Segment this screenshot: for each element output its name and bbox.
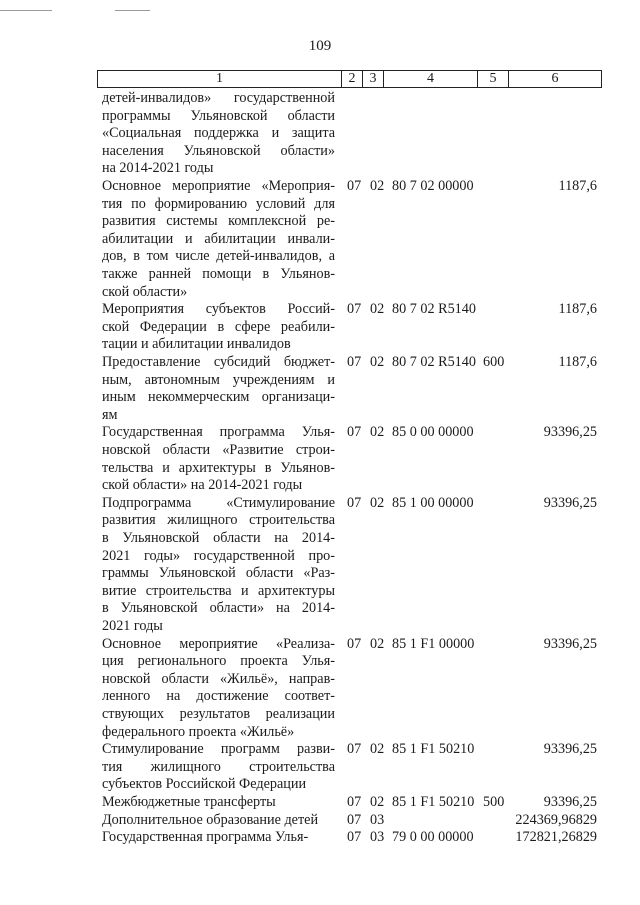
description-line: 2021 годы» государственной про- — [102, 547, 335, 564]
header-col-3: 3 — [369, 71, 377, 86]
table-row — [0, 741, 640, 794]
cell-col-6: 1187,6 — [558, 178, 597, 194]
description-line: витие строительства и архитектуры — [102, 582, 335, 599]
description-line: ствующих результатов реализации — [102, 705, 335, 722]
cell-col-3: 02 — [370, 635, 385, 652]
cell-col-2: 07 — [347, 354, 362, 370]
cell-col-4: 80 7 02 R5140 — [392, 354, 476, 370]
cell-col-3: 02 — [370, 178, 385, 194]
scan-mark-right — [115, 10, 150, 11]
cell-col-2: 07 — [347, 635, 362, 652]
description-line: 2021 годы — [102, 617, 163, 634]
description-line: населения Ульяновской области» — [102, 142, 335, 159]
cell-col-4: 80 7 02 R5140 — [392, 301, 476, 318]
cell-col-6: 93396,25 — [543, 741, 597, 758]
row-description — [102, 636, 335, 742]
row-description — [102, 354, 335, 424]
cell-col-4: 85 1 00 00000 — [392, 494, 474, 511]
table-row — [0, 812, 640, 830]
description-line: Дополнительное образование детей — [102, 811, 319, 828]
description-line: новской области «Развитие строи- — [102, 441, 335, 458]
cell-col-6: 93396,25 — [543, 635, 597, 652]
table-row — [0, 495, 640, 636]
description-line: субъектов Российской Федерации — [102, 776, 307, 793]
description-line: ным, автономным учреждениям и — [102, 371, 335, 388]
row-description — [102, 90, 335, 178]
page-number: 109 — [308, 38, 332, 54]
row-description — [102, 741, 335, 794]
row-description — [102, 178, 335, 301]
description-line: также ранней помощи в Ульянов- — [102, 265, 335, 282]
table-row — [0, 794, 640, 812]
header-col-4: 4 — [427, 71, 434, 86]
row-description — [102, 424, 335, 494]
description-line: в Ульяновской области на 2014- — [102, 529, 335, 546]
description-line: ской Федерации в сфере реабили- — [102, 318, 335, 335]
description-line: Стимулирование программ разви- — [102, 741, 335, 758]
cell-col-6: 172821,26829 — [515, 829, 597, 846]
description-line: программы Ульяновской области — [102, 107, 335, 124]
cell-col-4: 80 7 02 00000 — [392, 178, 474, 194]
cell-col-3: 02 — [370, 741, 385, 758]
cell-col-2: 07 — [347, 494, 362, 511]
description-line: новской области «Жильё», направ- — [102, 670, 335, 687]
row-description — [102, 812, 335, 830]
header-col-6: 6 — [551, 71, 559, 86]
cell-col-6: 1187,6 — [558, 354, 597, 370]
description-line: ям — [102, 406, 118, 423]
cell-col-2: 07 — [347, 741, 362, 758]
cell-col-2: 07 — [347, 301, 362, 318]
description-line: тия жилищного строительства — [102, 758, 335, 775]
table-row — [0, 178, 640, 301]
description-line: ской области» — [102, 283, 188, 300]
description-line: абилитации и абилитации инвали- — [102, 230, 335, 247]
row-description — [102, 794, 335, 812]
table-row — [0, 301, 640, 354]
cell-col-6: 93396,25 — [543, 794, 597, 810]
cell-col-3: 03 — [370, 811, 385, 828]
description-line: Основное мероприятие «Мероприя- — [102, 178, 335, 194]
row-description — [102, 495, 335, 636]
cell-col-4: 85 1 F1 50210 — [392, 741, 475, 758]
cell-col-2: 07 — [347, 811, 362, 828]
cell-col-4: 85 1 F1 00000 — [392, 635, 475, 652]
description-line: Государственная программа Улья- — [102, 424, 335, 441]
description-line: на 2014-2021 годы — [102, 160, 214, 177]
cell-col-4: 85 0 00 00000 — [392, 424, 474, 441]
cell-col-3: 02 — [370, 794, 385, 810]
cell-col-3: 02 — [370, 354, 385, 370]
description-line: тия по формированию условий для — [102, 195, 335, 212]
description-line: в Ульяновской области» на 2014- — [102, 600, 335, 617]
header-col-5: 5 — [489, 71, 497, 86]
cell-col-2: 07 — [347, 829, 362, 846]
cell-col-3: 02 — [370, 424, 385, 441]
cell-col-3: 02 — [370, 301, 385, 318]
description-line: Подпрограмма «Стимулирование — [102, 494, 335, 511]
table-row — [0, 636, 640, 742]
cell-col-4: 85 1 F1 50210 — [392, 794, 475, 810]
cell-col-5: 500 — [483, 794, 505, 810]
table-row — [0, 90, 640, 178]
table-row — [0, 354, 640, 424]
table-row — [0, 829, 640, 847]
cell-col-2: 07 — [347, 424, 362, 441]
description-line: детей-инвалидов» государственной — [102, 90, 335, 106]
table-header — [97, 70, 602, 88]
header-col-1: 1 — [216, 71, 223, 86]
description-line: ленного на достижение соответ- — [102, 688, 335, 705]
description-line: развития жилищного строительства — [102, 512, 335, 529]
cell-col-2: 07 — [347, 794, 362, 810]
description-line: иным некоммерческим организаци- — [102, 389, 335, 406]
cell-col-6: 224369,96829 — [515, 811, 597, 828]
description-line: Основное мероприятие «Реализа- — [102, 635, 335, 652]
cell-col-5: 600 — [483, 354, 505, 370]
description-line: ской области» на 2014-2021 годы — [102, 477, 303, 494]
description-line: тельства и архитектуры в Ульянов- — [102, 459, 335, 476]
cell-col-6: 93396,25 — [543, 494, 597, 511]
description-line: Государственная программа Улья- — [102, 829, 309, 846]
cell-col-6: 93396,25 — [543, 424, 597, 441]
cell-col-4: 79 0 00 00000 — [392, 829, 474, 846]
cell-col-3: 02 — [370, 494, 385, 511]
scan-mark-left — [0, 10, 52, 11]
row-description — [102, 829, 335, 847]
description-line: тации и абилитации инвалидов — [102, 336, 291, 353]
description-line: дов, в том числе детей-инвалидов, а — [102, 248, 335, 265]
description-line: «Социальная поддержка и защита — [102, 125, 335, 142]
description-line: граммы Ульяновской области «Раз- — [102, 565, 335, 582]
cell-col-3: 03 — [370, 829, 385, 846]
description-line: Предоставление субсидий бюджет- — [102, 354, 335, 370]
header-col-2: 2 — [348, 71, 356, 86]
cell-col-6: 1187,6 — [558, 301, 597, 318]
table-row — [0, 424, 640, 494]
description-line: федерального проекта «Жильё» — [102, 723, 295, 740]
description-line: ция регионального проекта Улья- — [102, 653, 335, 670]
description-line: Межбюджетные трансферты — [102, 794, 276, 810]
description-line: Мероприятия субъектов Россий- — [102, 301, 335, 318]
cell-col-2: 07 — [347, 178, 362, 194]
description-line: развития системы комплексной ре- — [102, 213, 335, 230]
row-description — [102, 301, 335, 354]
